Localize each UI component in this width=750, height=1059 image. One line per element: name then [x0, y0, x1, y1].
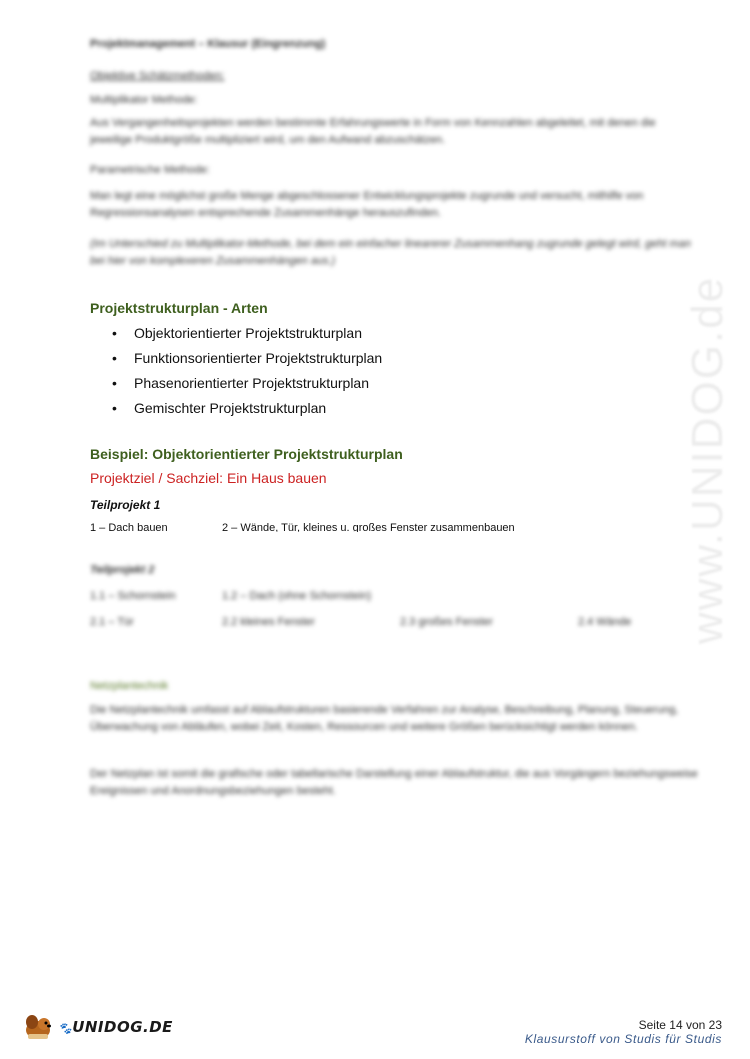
footer-slogan: Klausurstoff von Studis für Studis [524, 1032, 722, 1046]
teilprojekt1-item: 2 – Wände, Tür, kleines u. großes Fenster zusammenbauen [222, 522, 515, 532]
netzplan-title: Netzplantechnik [90, 680, 169, 692]
teilprojekt2-item: 2.3 großes Fenster [400, 616, 493, 628]
dog-icon [22, 1012, 54, 1042]
teilprojekt1-row [90, 522, 700, 532]
list-item: • Objektorientierter Projektstrukturplan [112, 325, 362, 341]
logo-text: 🐾UNIDOG.DE [58, 1018, 173, 1036]
teilprojekt2-item: 2.2 kleines Fenster [222, 616, 315, 628]
list-item: • Phasenorientierter Projektstrukturplan [112, 375, 370, 391]
parametrische-text: Man legt eine möglichst große Menge abgeschlossener Entwicklungsprojekte zugrunde und versucht, mithilfe von Regressionsanalysen entsprechende Zusammenhänge herauszufinden. [90, 190, 644, 219]
multiplikator-text: Aus Vergangenheitsprojekten werden bestimmte Erfahrungswerte in Form von Kennzahlen abgeleitet, mit denen die jeweilige Produktgröße multipliziert wird, um den Aufwand abzuschätzen. [90, 117, 656, 146]
list-item: • Gemischter Projektstrukturplan [112, 400, 327, 416]
teilprojekt2-item: 1.2 – Dach (ohne Schornstein) [222, 590, 372, 602]
example-section-title: Beispiel: Objektorientierter Projektstrukturplan [90, 446, 403, 462]
netzplan-text-2: Der Netzplan ist somit die grafische oder tabellarische Darstellung einer Ablaufstruktur, die aus Vorgängern beziehungsweise Ereignissen und Anordnungsbeziehungen besteht. [90, 768, 698, 797]
teilprojekt1-item: 1 – Dach bauen [90, 522, 168, 532]
parametrische-note: (Im Unterschied zu Multiplikator-Methode, bei dem ein einfacher linearerer Zusammenhang zugrunde gelegt wird, geht man bei hier von komplexeren Zusammenhängen aus.) [90, 238, 691, 267]
document-header: Projektmanagement – Klausur (Eingrenzung) [90, 38, 326, 50]
bullet-icon: • [112, 350, 117, 366]
psp-section-title: Projektstrukturplan - Arten [90, 300, 268, 316]
teilprojekt1-title: Teilprojekt 1 [90, 498, 161, 512]
psp-list [112, 323, 382, 423]
teilprojekt2-title: Teilprojekt 2 [90, 564, 155, 576]
bullet-icon: • [112, 325, 117, 341]
bullet-icon: • [112, 400, 117, 416]
page-number: Seite 14 von 23 [638, 1018, 722, 1032]
unidog-logo [22, 1012, 173, 1042]
objective-methods-title: Objektive Schätzmethoden: [90, 70, 225, 82]
multiplikator-title: Multiplikator Methode: [90, 94, 198, 106]
paw-icon: 🐾 [58, 1022, 73, 1035]
bullet-icon: • [112, 375, 117, 391]
list-item: • Funktionsorientierter Projektstrukturplan [112, 350, 383, 366]
netzplan-text-1: Die Netzplantechnik umfasst auf Ablaufstrukturen basierende Verfahren zur Analyse, Beschreibung, Planung, Steuerung, Überwachung von Abläufen, wobei Zeit, Kosten, Ressourcen und weitere Größen berücksichtigt werden können. [90, 704, 679, 733]
teilprojekt2-item: 2.4 Wände [578, 616, 632, 628]
parametrische-title: Parametrische Methode: [90, 164, 210, 176]
teilprojekt2-item: 1.1 – Schornstein [90, 590, 176, 602]
projektziel-text: Projektziel / Sachziel: Ein Haus bauen [90, 470, 327, 486]
watermark-text: www.UNIDOG.de [683, 275, 732, 645]
teilprojekt2-item: 2.1 – Tür [90, 616, 134, 628]
